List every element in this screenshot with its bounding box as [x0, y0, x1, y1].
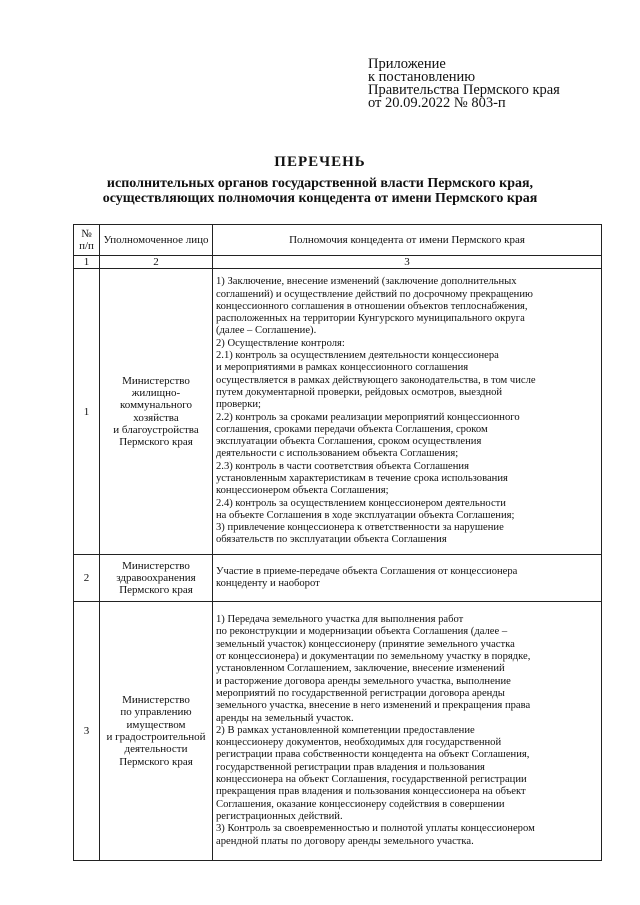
text-line: расположенных на территории Кунгурского муниципального округа [216, 313, 525, 325]
authorized-person [100, 555, 213, 602]
text-line: путем документарной проверки, рейдовых осмотров, выездной [216, 386, 503, 398]
text-line: жилищно- [131, 386, 181, 399]
text-line: арендной платы по договору аренды земельного участка. [216, 835, 474, 847]
text-line: государственной регистрации прав владения и пользования [216, 761, 485, 773]
text-line: имуществом [126, 718, 186, 731]
text-line: хозяйства [133, 411, 179, 424]
text-line: земельного участка, внесение в него изменений и прекращения права [216, 700, 531, 712]
powers-cell [213, 602, 602, 861]
text-line: 2) В рамках установленной компетенции предоставление [216, 724, 475, 736]
text-line: проверки; [216, 399, 261, 411]
table-row [74, 602, 602, 861]
text-line: регистрации права собственности концедента на объект Соглашения, [216, 749, 530, 761]
text-line: деятельности с использованием объекта Соглашения; [216, 448, 459, 460]
text-line: коммунального [120, 399, 192, 412]
text-line: концессионного соглашения в отношении объектов теплоснабжения, [216, 300, 528, 312]
text-line: Пермского края [119, 755, 193, 768]
column-numbers-row [74, 256, 602, 269]
text-line: мероприятий по государственной регистрации договора аренды [216, 687, 505, 699]
text-line: осуществляется в рамках действующего законодательства, в том числе [216, 374, 536, 386]
subtitle-line-1: исполнительных органов государственной власти Пермского края, [106, 176, 534, 191]
text-line: концессионера на объект Соглашения, государственной регистрации [216, 774, 527, 786]
text-line: и мероприятиями в рамках концессионного соглашения [216, 362, 469, 374]
text-line: на объекте Соглашения в ходе эксплуатации объекта Соглашения; [216, 509, 515, 521]
text-line: 1) Заключение, внесение изменений (заключение дополнительных [216, 276, 517, 288]
appendix-header [368, 58, 560, 110]
row-number: 2 [74, 555, 100, 602]
text-line: от концессионера) и документации по земельному участку в порядке, [216, 651, 531, 663]
header-number [74, 225, 100, 256]
row-number: 1 [74, 269, 100, 555]
text-line: 3) привлечение концессионера к ответственности за нарушение [216, 522, 504, 534]
text-line: соглашения, сроками передачи объекта Соглашения, сроком [216, 423, 488, 435]
header-line: к постановлению [368, 69, 476, 85]
text-line: Министерство [122, 559, 190, 572]
text-line: аренды на земельный участок. [216, 712, 354, 724]
text-line: 3) Контроль за своевременностью и полнотой уплаты концессионером [216, 823, 535, 835]
text-line: 2.3) контроль в части соответствия объекта Соглашения [216, 460, 469, 472]
header-number-line-2: п/п [79, 240, 94, 252]
row-number: 3 [74, 602, 100, 861]
text-line: соглашений) и осуществление действий по досрочному прекращению [216, 288, 533, 300]
text-line: 2.2) контроль за сроками реализации мероприятий концессионного [216, 411, 520, 423]
text-line: Пермского края [119, 584, 193, 597]
header-line: от 20.09.2022 № 803-п [368, 95, 506, 111]
text-line: земельный участок) концессионеру (принятие земельного участка [216, 638, 515, 650]
text-line: и градостроительной [106, 731, 206, 743]
text-line: 2) Осуществление контроля: [216, 337, 345, 349]
text-line: концессионеру документов, необходимых для государственной [216, 737, 502, 749]
text-line: (далее – Соглашение). [216, 325, 317, 337]
text-line: Министерство [122, 694, 190, 707]
authorized-person [100, 602, 213, 861]
powers-cell [213, 555, 602, 602]
authorized-person [100, 269, 213, 555]
column-number: 2 [100, 256, 213, 269]
powers-cell [213, 269, 602, 555]
document-title: ПЕРЕЧЕНЬ [274, 154, 366, 170]
text-line: обязательств по эксплуатации объекта Соглашения [216, 534, 447, 546]
text-line: установленным характеристикам в течение срока использования [216, 472, 508, 484]
header-line: Приложение [368, 56, 446, 72]
text-line: по управлению [120, 706, 192, 719]
text-line: 2.1) контроль за осуществлением деятельности концессионера [216, 350, 499, 362]
text-line: Участие в приеме-передаче объекта Соглашения от концессионера [216, 565, 518, 577]
text-line: по реконструкции и модернизации объекта Соглашения (далее – [216, 626, 508, 638]
text-line: Соглашения, оказание концессионеру содействия в совершении [216, 798, 505, 810]
text-line: Пермского края [119, 436, 193, 449]
subtitle-line-2: осуществляющих полномочия концедента от имени Пермского края [102, 191, 538, 206]
text-line: 1) Передача земельного участка для выполнения работ [216, 614, 464, 626]
text-line: концессионером объекта Соглашения; [216, 485, 389, 497]
text-line: и благоустройства [113, 423, 199, 436]
document-subtitle [0, 176, 640, 206]
text-line: здравоохранения [116, 571, 196, 584]
text-line: регистрационных действий. [216, 810, 343, 822]
text-line: прекращения прав владения и пользования концессионера на объект [216, 786, 526, 798]
header-line: Правительства Пермского края [368, 82, 560, 98]
text-line: деятельности [124, 743, 188, 756]
column-number: 1 [74, 256, 100, 269]
header-powers: Полномочия концедента от имени Пермского края [213, 225, 602, 256]
table-row [74, 555, 602, 602]
column-number: 3 [213, 256, 602, 269]
text-line: Министерство [122, 374, 190, 387]
text-line: 2.4) контроль за осуществлением концессионером деятельности [216, 497, 506, 509]
header-number-line-1: № [81, 228, 92, 240]
header-person: Уполномоченное лицо [100, 225, 213, 256]
table-header-row [74, 225, 602, 256]
text-line: эксплуатации объекта Соглашения, сроком осуществления [216, 436, 482, 448]
text-line: концеденту и наоборот [216, 578, 320, 589]
table-row [74, 269, 602, 555]
text-line: и расторжение договора аренды земельного участка, выполнение [216, 675, 511, 687]
authorities-table [73, 224, 602, 861]
text-line: установленном Соглашением, заключение, внесение изменений [216, 663, 505, 675]
